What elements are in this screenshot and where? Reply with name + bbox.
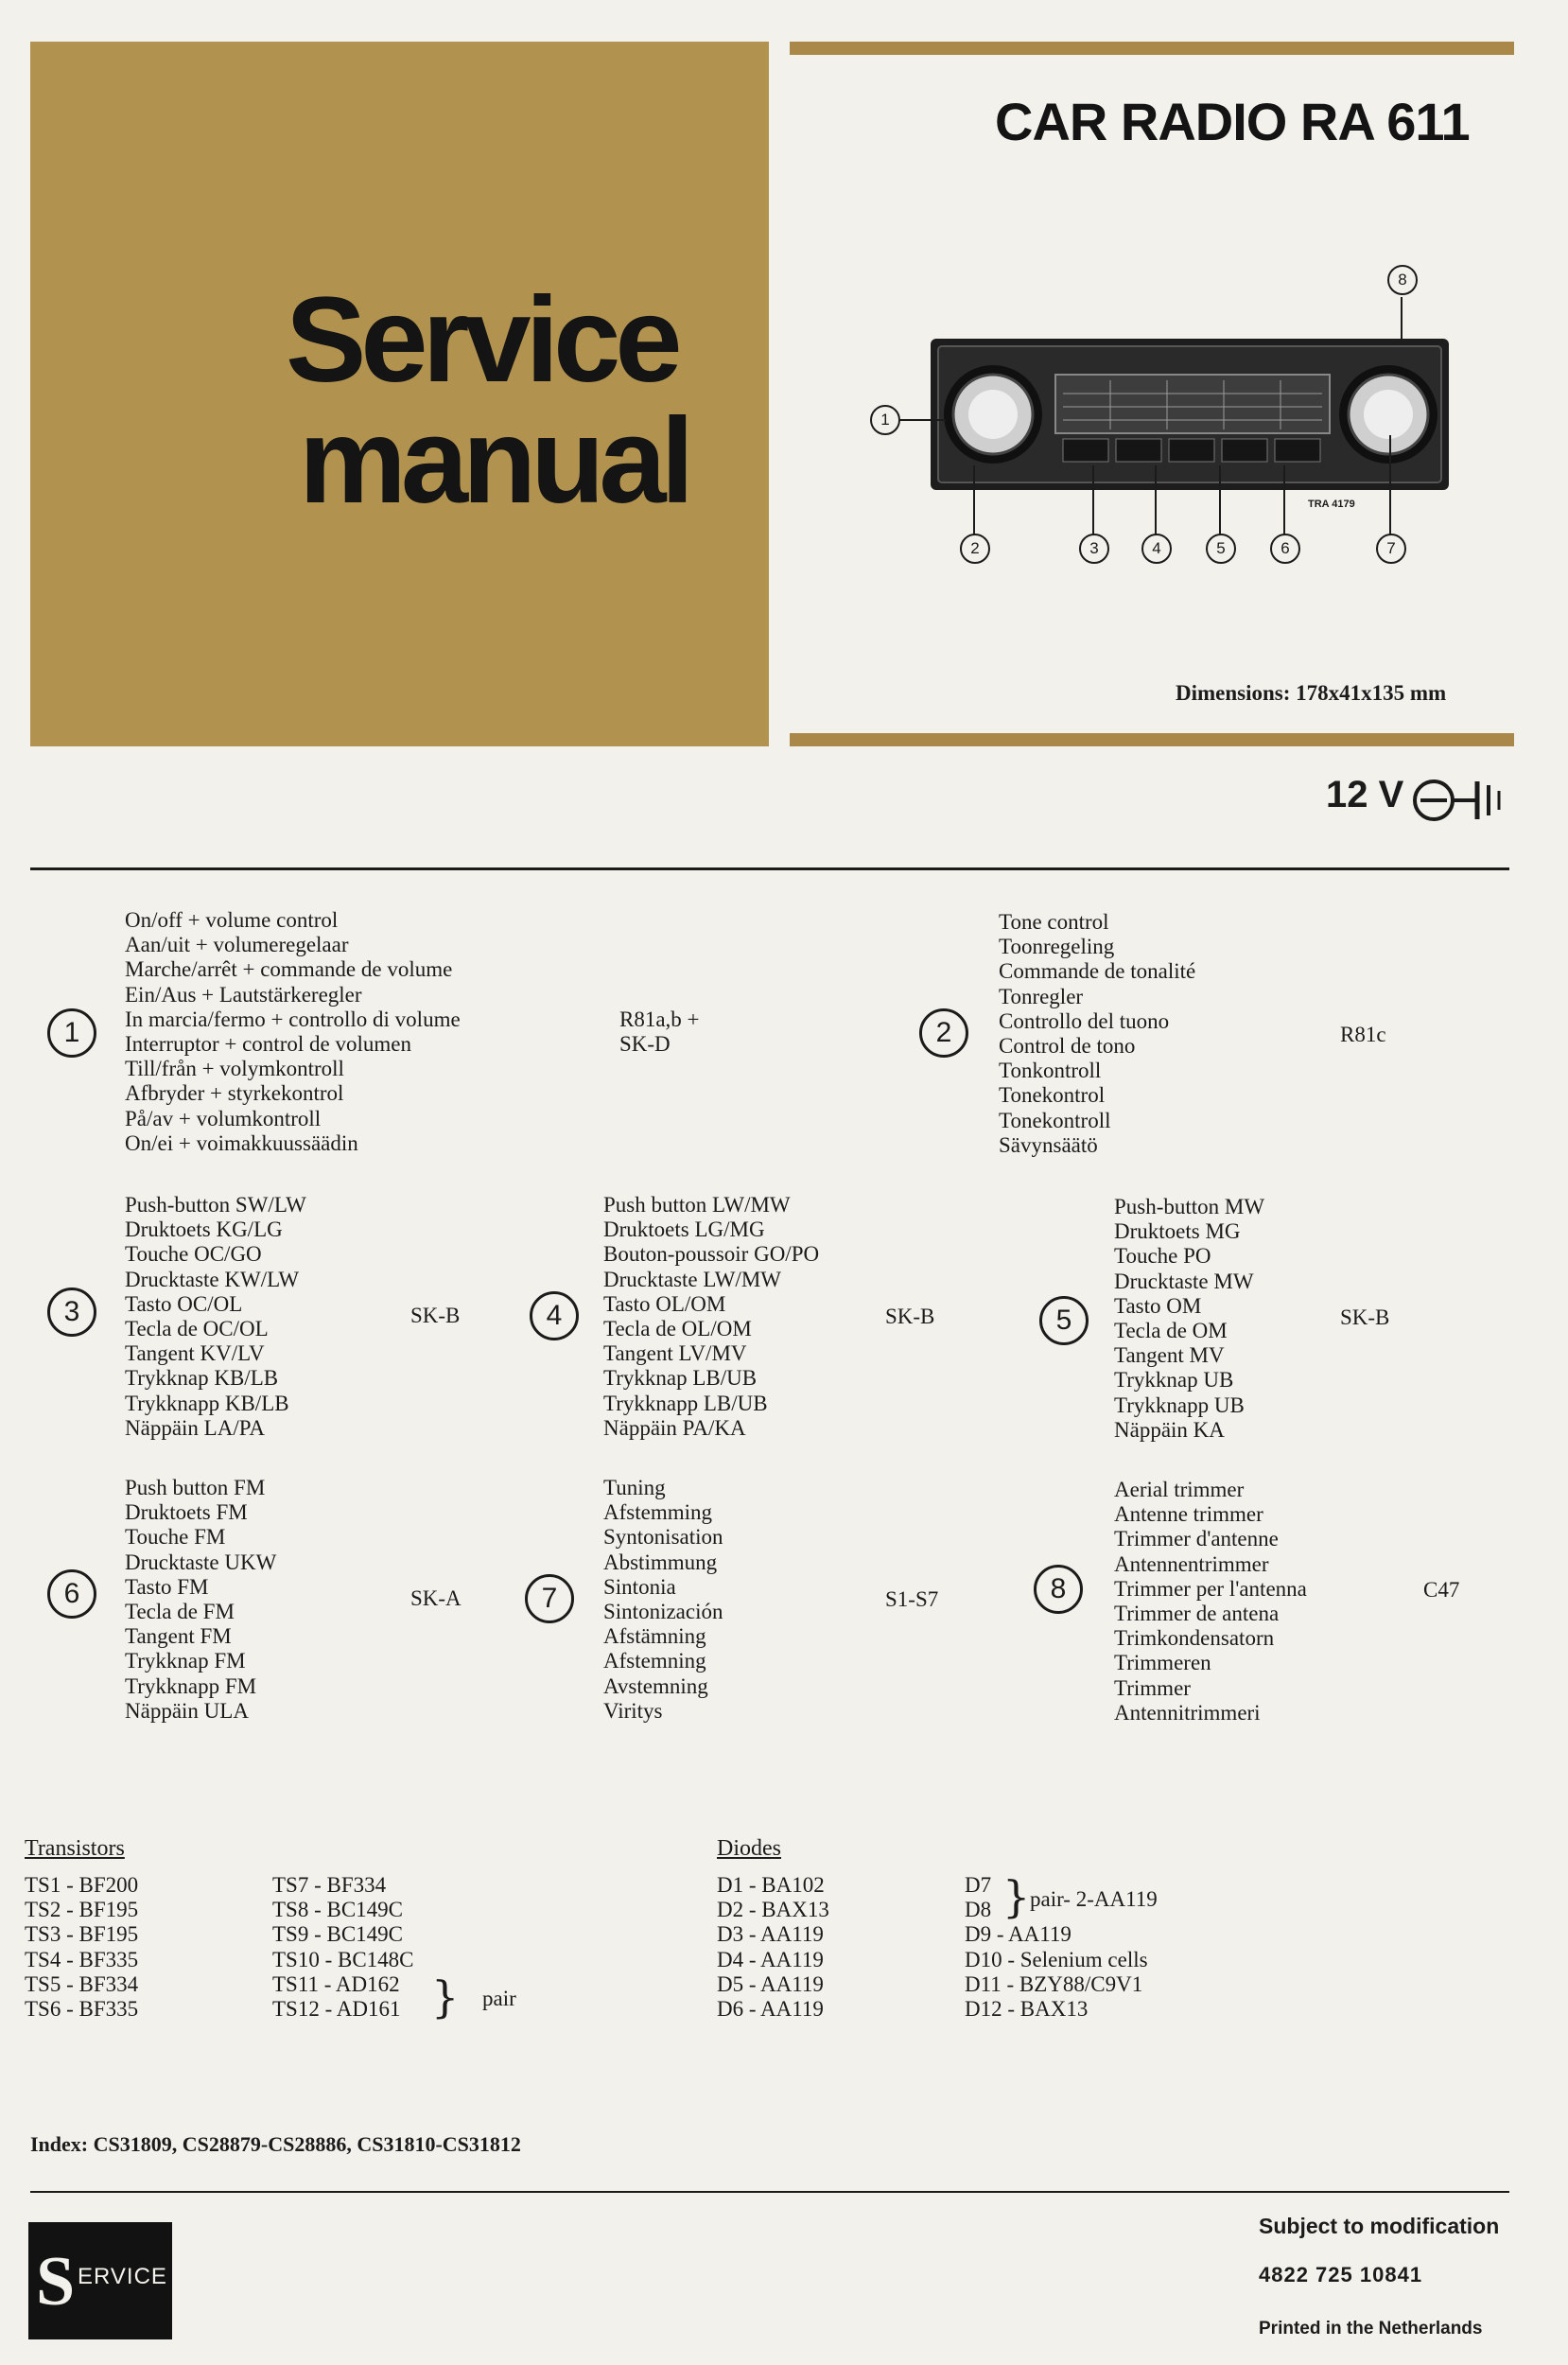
function-line: Touche FM xyxy=(125,1525,226,1550)
logo-letter: S xyxy=(36,2243,76,2321)
function-line: Drucktaste UKW xyxy=(125,1550,277,1574)
function-line: Tecla de OM xyxy=(1114,1318,1228,1342)
callout-5: 5 xyxy=(1206,534,1236,564)
function-line: Druktoets KG/LG xyxy=(125,1218,283,1242)
function-number: 8 xyxy=(1034,1565,1083,1614)
diode-item: D6 - AA119 xyxy=(717,1996,824,2021)
function-line: Trykknap FM xyxy=(125,1649,246,1673)
function-line: Trykknapp FM xyxy=(125,1673,257,1698)
pair-brace: } xyxy=(1002,1871,1031,1922)
function-line: Interruptor + control de volumen xyxy=(125,1031,411,1056)
function-line: Trykknap LB/UB xyxy=(603,1366,758,1391)
function-line: Tasto FM xyxy=(125,1574,209,1599)
header-rule-bottom xyxy=(790,733,1514,746)
function-line: In marcia/fermo + controllo di volume xyxy=(125,1007,461,1031)
function-number: 4 xyxy=(530,1291,579,1340)
transistor-item: TS6 - BF335 xyxy=(25,1996,139,2021)
function-line: Trykknapp UB xyxy=(1114,1393,1245,1417)
function-line: Afstemming xyxy=(603,1500,712,1525)
callout-8: 8 xyxy=(1387,265,1418,295)
function-line: Druktoets FM xyxy=(125,1500,248,1525)
diodes-heading: Diodes xyxy=(717,1836,781,1861)
function-line: Näppäin ULA xyxy=(125,1698,249,1723)
function-code: C47 xyxy=(1423,1578,1460,1602)
function-code: SK-A xyxy=(410,1586,462,1610)
transistor-pair-note: pair xyxy=(482,1987,516,2010)
function-line: Sintonización xyxy=(603,1599,723,1623)
negative-ground-icon xyxy=(1409,774,1515,827)
callout-1: 1 xyxy=(870,405,900,435)
function-line: Afstämning xyxy=(603,1624,706,1649)
callout-7: 7 xyxy=(1376,534,1406,564)
section-rule-top xyxy=(30,867,1509,870)
section-rule-bottom xyxy=(30,2191,1509,2193)
function-line: Trimmeren xyxy=(1114,1651,1211,1675)
diode-item: D7 xyxy=(965,1873,992,1897)
header-rule-top xyxy=(790,42,1514,55)
dimensions: Dimensions: 178x41x135 mm xyxy=(1176,681,1447,705)
function-number: 3 xyxy=(47,1288,96,1337)
function-line: Trykknap KB/LB xyxy=(125,1366,279,1391)
function-line: Trimmer d'antenne xyxy=(1114,1527,1279,1551)
function-line: Toonregeling xyxy=(999,935,1115,959)
function-line: Druktoets MG xyxy=(1114,1219,1241,1244)
pair-brace: } xyxy=(431,1971,460,2023)
function-code: R81a,b + SK-D xyxy=(619,1007,700,1057)
function-number: 7 xyxy=(525,1574,574,1623)
function-code: R81c xyxy=(1340,1023,1386,1046)
function-line: Tecla de FM xyxy=(125,1599,235,1623)
function-line: Touche PO xyxy=(1114,1244,1211,1269)
voltage-label: 12 V xyxy=(1326,774,1404,815)
function-line: Näppäin LA/PA xyxy=(125,1415,266,1440)
function-line: On/ei + voimakkuussäädin xyxy=(125,1130,358,1155)
function-line: Antennitrimmeri xyxy=(1114,1700,1261,1725)
function-line: Tasto OM xyxy=(1114,1293,1202,1318)
diode-item: D1 - BA102 xyxy=(717,1873,825,1897)
function-line: Tonkontroll xyxy=(999,1059,1102,1083)
function-line: Näppäin PA/KA xyxy=(603,1415,746,1440)
diode-pair-note: pair- 2-AA119 xyxy=(1030,1887,1158,1911)
function-number: 6 xyxy=(47,1569,96,1619)
function-line: Druktoets LG/MG xyxy=(603,1218,765,1242)
function-line: Push-button MW xyxy=(1114,1195,1265,1218)
function-line: Controllo del tuono xyxy=(999,1008,1170,1033)
function-line: Avstemning xyxy=(603,1673,708,1698)
function-line: Trimmer xyxy=(1114,1675,1191,1700)
function-line: Drucktaste KW/LW xyxy=(125,1267,300,1291)
function-code: S1-S7 xyxy=(885,1587,939,1611)
function-line: Marche/arrêt + commande de volume xyxy=(125,957,453,982)
function-line: Control de tono xyxy=(999,1033,1136,1058)
function-line: Tone control xyxy=(999,910,1109,934)
diode-item: D2 - BAX13 xyxy=(717,1898,829,1922)
function-line: Ein/Aus + Lautstärkeregler xyxy=(125,982,362,1007)
function-line: Push-button SW/LW xyxy=(125,1193,306,1217)
index-line: Index: CS31809, CS28879-CS28886, CS31810-CS31812 xyxy=(30,2132,521,2156)
function-line: Commande de tonalité xyxy=(999,959,1196,984)
diode-item: D12 - BAX13 xyxy=(965,1996,1089,2021)
function-lines xyxy=(603,1476,723,1724)
diode-item: D10 - Selenium cells xyxy=(965,1947,1148,1971)
callout-leader-lines xyxy=(880,284,1447,568)
callout-6: 6 xyxy=(1270,534,1300,564)
function-line: Tuning xyxy=(603,1476,666,1499)
logo-text: ERVICE xyxy=(78,2264,167,2289)
function-number: 2 xyxy=(919,1008,968,1058)
diode-item: D3 - AA119 xyxy=(717,1922,824,1947)
function-line: Tonekontrol xyxy=(999,1083,1106,1108)
function-line: Bouton-poussoir GO/PO xyxy=(603,1242,820,1267)
diode-item: D5 - AA119 xyxy=(717,1971,824,1996)
function-line: Antennentrimmer xyxy=(1114,1551,1269,1576)
function-line: Viritys xyxy=(603,1698,663,1723)
title-line-manual: manual xyxy=(299,394,689,529)
function-line: Drucktaste LW/MW xyxy=(603,1267,781,1291)
transistors-list-1 xyxy=(25,1873,138,2022)
transistor-item: TS5 - BF334 xyxy=(25,1971,139,1996)
function-line: Trykknap UB xyxy=(1114,1368,1234,1393)
printed-in: Printed in the Netherlands xyxy=(1259,2319,1483,2339)
function-number: 5 xyxy=(1039,1296,1089,1345)
diode-item: D9 - AA119 xyxy=(965,1922,1071,1947)
function-line: Afstemning xyxy=(603,1649,706,1673)
function-line: Tonekontroll xyxy=(999,1108,1111,1132)
function-code: SK-B xyxy=(410,1304,461,1327)
function-line: Trykknapp KB/LB xyxy=(125,1391,289,1415)
function-number: 1 xyxy=(47,1008,96,1058)
callout-3: 3 xyxy=(1079,534,1109,564)
function-line: Näppäin KA xyxy=(1114,1417,1225,1442)
service-manual-title xyxy=(286,272,689,529)
function-line: Push button LW/MW xyxy=(603,1193,791,1217)
diode-item: D11 - BZY88/C9V1 xyxy=(965,1971,1143,1996)
function-line: Tangent KV/LV xyxy=(125,1341,265,1366)
model-title: CAR RADIO RA 611 xyxy=(995,92,1470,151)
diode-item: D4 - AA119 xyxy=(717,1947,824,1971)
transistor-item: TS8 - BC149C xyxy=(272,1898,404,1922)
function-line: Tangent LV/MV xyxy=(603,1341,747,1366)
function-line: Tonregler xyxy=(999,984,1084,1008)
function-line: Tecla de OC/OL xyxy=(125,1316,269,1340)
function-line: Aan/uit + volumeregelaar xyxy=(125,933,349,957)
transistors-heading: Transistors xyxy=(25,1836,125,1861)
transistor-item: TS7 - BF334 xyxy=(272,1873,387,1897)
function-line: Trimmer per l'antenna xyxy=(1114,1576,1307,1601)
function-line: Touche OC/GO xyxy=(125,1242,262,1267)
transistor-item: TS3 - BF195 xyxy=(25,1922,139,1947)
function-line: Antenne trimmer xyxy=(1114,1502,1263,1527)
callout-2: 2 xyxy=(960,534,990,564)
function-lines xyxy=(1114,1195,1264,1443)
title-line-service: Service xyxy=(286,272,677,408)
diodes-list-1 xyxy=(717,1873,829,2022)
function-lines xyxy=(125,908,461,1156)
function-line: På/av + volumkontroll xyxy=(125,1106,322,1130)
transistors-list-2 xyxy=(272,1873,414,2022)
document-code: 4822 725 10841 xyxy=(1259,2263,1423,2286)
transistor-item: TS10 - BC148C xyxy=(272,1947,414,1971)
transistor-item: TS2 - BF195 xyxy=(25,1898,139,1922)
function-line: Drucktaste MW xyxy=(1114,1269,1254,1293)
function-line: Aerial trimmer xyxy=(1114,1478,1245,1501)
transistor-item: TS11 - AD162 xyxy=(272,1971,400,1996)
transistor-item: TS4 - BF335 xyxy=(25,1947,139,1971)
subject-to-modification: Subject to modification xyxy=(1259,2214,1500,2238)
callout-4: 4 xyxy=(1141,534,1172,564)
function-line: Trykknapp LB/UB xyxy=(603,1391,768,1415)
function-lines xyxy=(125,1476,276,1724)
function-lines xyxy=(603,1193,819,1441)
function-line: Sävynsäätö xyxy=(999,1132,1098,1157)
function-line: On/off + volume control xyxy=(125,908,339,932)
image-code: TRA 4179 xyxy=(1308,499,1355,510)
cover-title-panel xyxy=(30,42,769,746)
diode-item: D8 xyxy=(965,1898,992,1922)
function-line: Abstimmung xyxy=(603,1550,718,1574)
function-line: Tasto OL/OM xyxy=(603,1291,726,1316)
function-code: SK-B xyxy=(1340,1305,1390,1329)
function-line: Afbryder + styrkekontrol xyxy=(125,1081,344,1106)
function-line: Tasto OC/OL xyxy=(125,1291,243,1316)
function-line: Syntonisation xyxy=(603,1525,723,1550)
function-code: SK-B xyxy=(885,1305,935,1328)
function-line: Trimkondensatorn xyxy=(1114,1626,1275,1651)
function-line: Till/från + volymkontroll xyxy=(125,1057,344,1081)
function-line: Tecla de OL/OM xyxy=(603,1316,752,1340)
transistor-item: TS1 - BF200 xyxy=(25,1873,139,1897)
function-lines xyxy=(1114,1478,1307,1726)
transistor-item: TS12 - AD161 xyxy=(272,1996,401,2021)
function-line: Trimmer de antena xyxy=(1114,1601,1280,1625)
function-line: Tangent MV xyxy=(1114,1343,1225,1368)
function-lines xyxy=(125,1193,306,1441)
function-lines xyxy=(999,910,1195,1158)
function-line: Sintonia xyxy=(603,1574,676,1599)
transistor-item: TS9 - BC149C xyxy=(272,1922,404,1947)
function-line: Tangent FM xyxy=(125,1624,232,1649)
function-line: Push button FM xyxy=(125,1476,266,1499)
service-logo xyxy=(28,2222,172,2339)
